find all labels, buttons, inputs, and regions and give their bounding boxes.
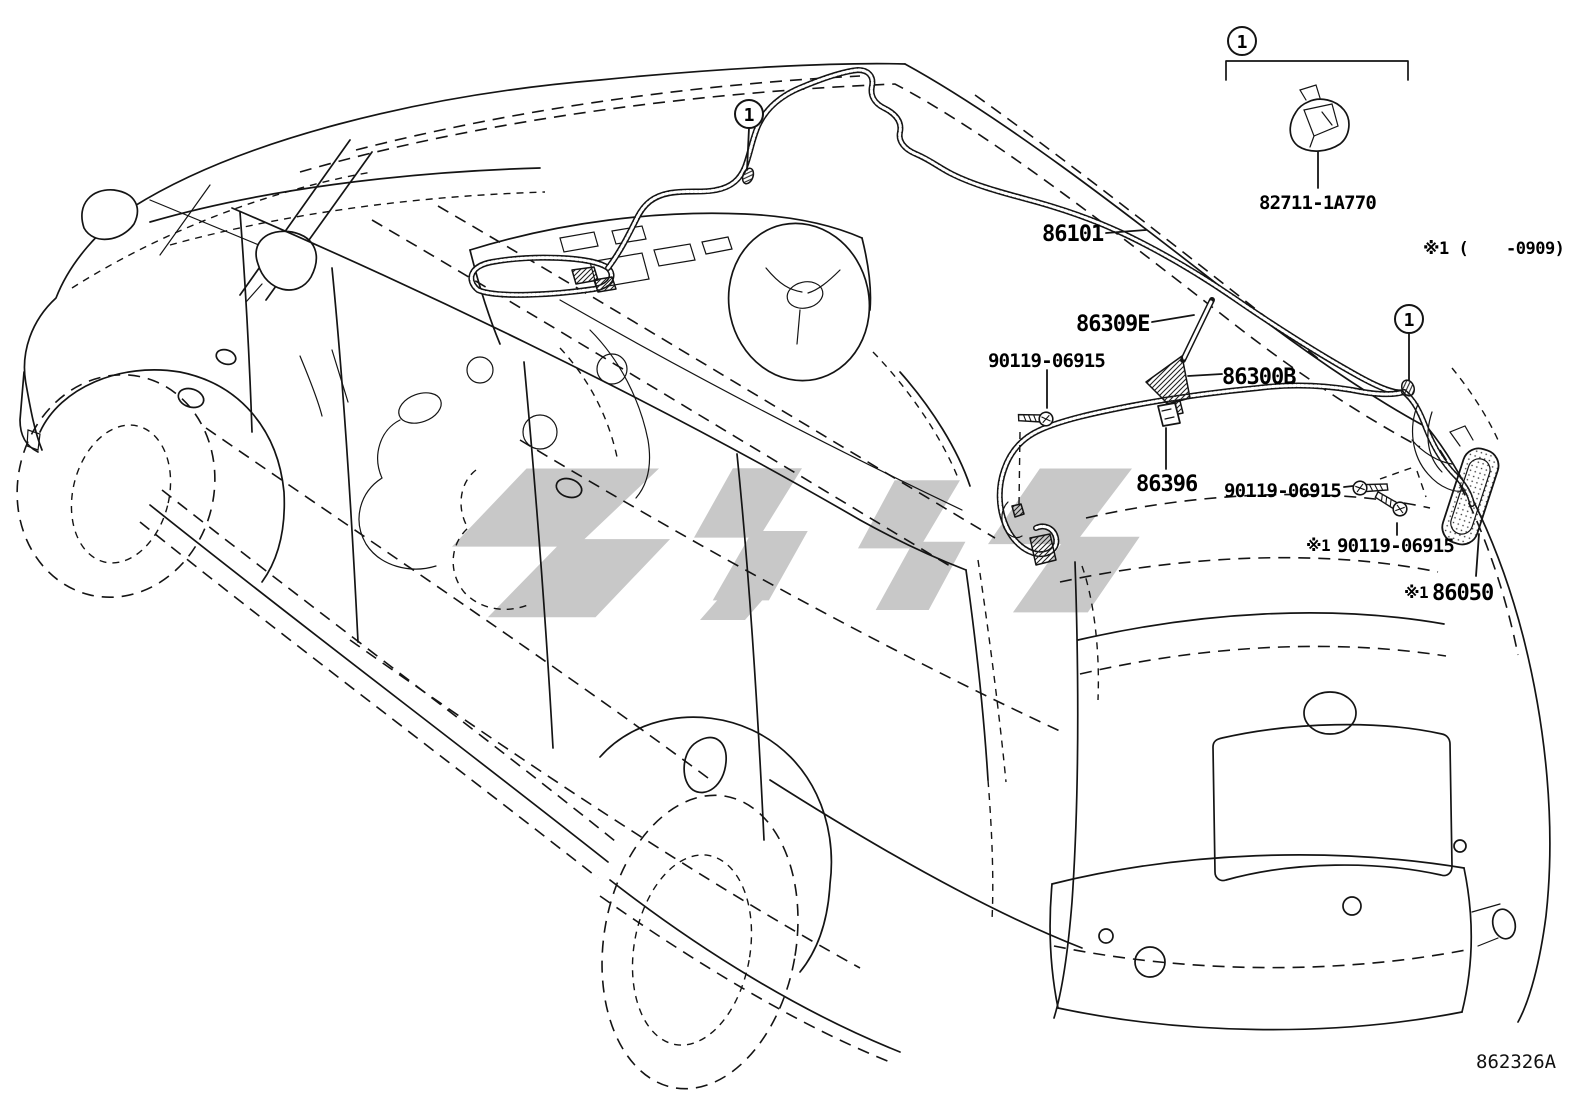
license-plate-recess bbox=[1213, 725, 1452, 881]
label-antenna-cord[interactable]: 86101 bbox=[1042, 222, 1104, 247]
screw-c-icon bbox=[1372, 492, 1409, 518]
group-bracket bbox=[1226, 61, 1408, 80]
label-screw-c[interactable]: 90119-06915 bbox=[1337, 535, 1455, 557]
exhaust-tip bbox=[1489, 907, 1518, 942]
label-antenna-element[interactable]: 86309E bbox=[1076, 312, 1150, 337]
callout-marker-number: 1 bbox=[1236, 32, 1248, 53]
rear-emblem bbox=[1304, 692, 1356, 734]
label-amplifier-note: ※1 bbox=[1404, 583, 1429, 602]
label-amplifier[interactable]: 86050 bbox=[1432, 581, 1494, 606]
label-cord-clamp[interactable]: 86396 bbox=[1136, 472, 1198, 497]
antenna-holder-icon bbox=[1290, 85, 1349, 151]
callout-marker-number: 1 bbox=[743, 105, 755, 126]
antenna-assy-icon bbox=[1146, 356, 1190, 404]
callout-marker-number: 1 bbox=[1403, 310, 1415, 331]
note-applicability-close: -0909) bbox=[1506, 239, 1565, 259]
label-screw-a[interactable]: 90119-06915 bbox=[988, 350, 1106, 372]
callout-marker-legend[interactable] bbox=[1228, 27, 1256, 55]
steering-wheel bbox=[714, 210, 884, 394]
label-antenna-holder[interactable]: 82711-1A770 bbox=[1259, 192, 1377, 214]
callout-marker-rear[interactable] bbox=[1395, 305, 1423, 333]
note-applicability-open: ※1 ( bbox=[1423, 239, 1469, 259]
label-antenna-assy[interactable]: 86300B bbox=[1222, 365, 1296, 390]
figure-code: 862326A bbox=[1476, 1051, 1557, 1073]
label-screw-b[interactable]: 90119-06915 bbox=[1224, 480, 1342, 502]
callout-marker-front[interactable] bbox=[735, 100, 763, 128]
amplifier-icon bbox=[1438, 444, 1503, 548]
label-screw-c-note: ※1 bbox=[1306, 536, 1331, 555]
cord-clamp-icon bbox=[1158, 403, 1180, 426]
